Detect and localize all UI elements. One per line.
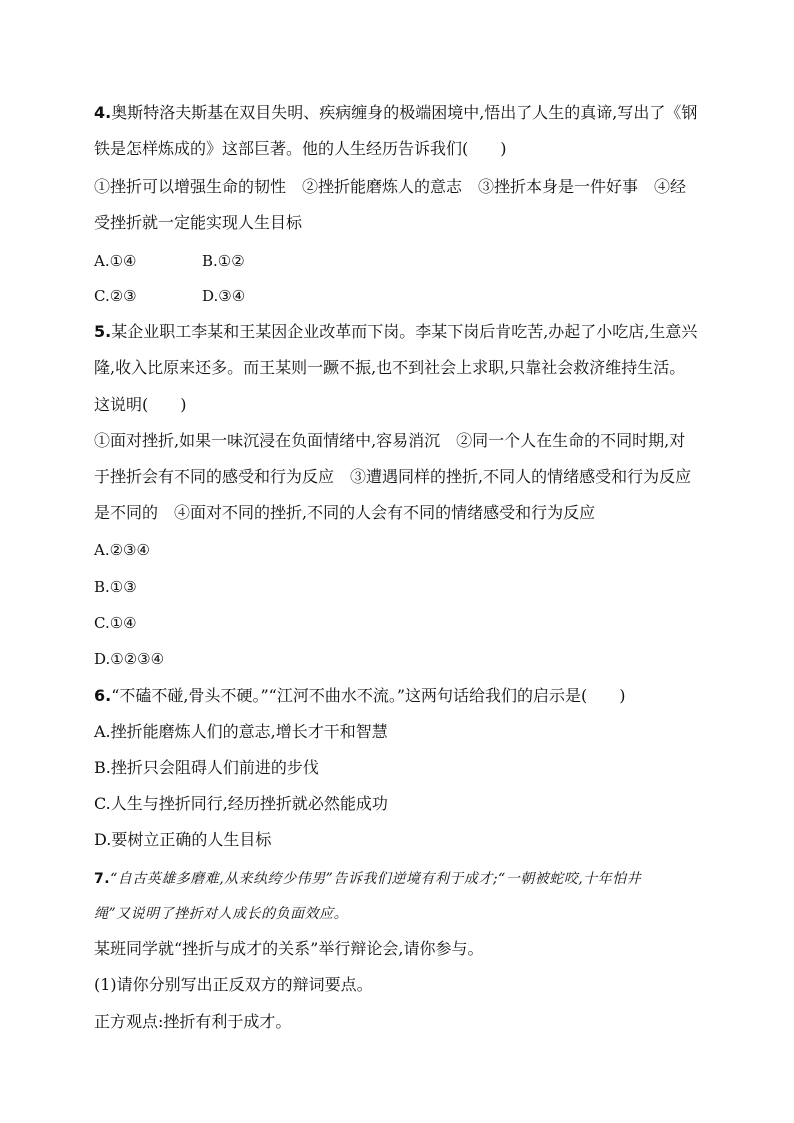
question-6-stem-text: “不磕不碰,骨头不硬。”“江河不曲水不流。”这两句话给我们的启示是( ) (111, 686, 626, 705)
question-6-option-d[interactable]: D.要树立正确的人生目标 (94, 830, 272, 849)
question-6-option-a[interactable]: A.挫折能磨炼人们的意志,增长才干和智慧 (94, 722, 388, 741)
question-7-number: 7. (94, 871, 111, 887)
question-5-statements-line-3: 是不同的 ④面对不同的挫折,不同的人会有不同的情绪感受和行为反应 (94, 503, 596, 522)
question-6-option-c[interactable]: C.人生与挫折同行,经历挫折就必然能成功 (94, 794, 388, 813)
question-4-statements-line-1: ①挫折可以增强生命的韧性 ②挫折能磨炼人的意志 ③挫折本身是一件好事 ④经 (94, 177, 687, 196)
question-6-option-b[interactable]: B.挫折只会阻碍人们前进的步伐 (94, 758, 319, 777)
question-7-quote-line-1 (94, 869, 641, 889)
question-5-stem-line-1 (94, 322, 697, 342)
question-4-option-a[interactable]: A.①④ (94, 252, 137, 270)
question-5-number: 5. (94, 322, 112, 341)
question-4-stem-line-2: 铁是怎样炼成的》这部巨著。他的人生经历告诉我们( ) (94, 139, 507, 158)
question-6-stem (94, 686, 626, 706)
question-5-option-b[interactable]: B.①③ (94, 578, 137, 596)
question-5-stem-line-3: 这说明( ) (94, 395, 187, 414)
question-5-stem-text-1: 某企业职工李某和王某因企业改革而下岗。李某下岗后肯吃苦,办起了小吃店,生意兴 (111, 322, 698, 341)
question-4-option-c[interactable]: C.②③ (94, 287, 137, 305)
question-5-stem-line-2: 隆,收入比原来还多。而王某则一蹶不振,也不到社会上求职,只靠社会救济维持生活。 (94, 358, 686, 377)
question-4-option-b[interactable]: B.①② (202, 252, 245, 270)
question-7-quote-text-1: “自古英雄多磨难,从来纨绔少伟男”告诉我们逆境有利于成才;“一朝被蛇咬,十年怕井 (110, 871, 642, 887)
question-4-stem-line-1 (94, 103, 697, 123)
question-7-intro: 某班同学就“挫折与成才的关系”举行辩论会,请你参与。 (94, 939, 484, 958)
question-5-option-a[interactable]: A.②③④ (94, 541, 150, 559)
question-5-statements-line-1: ①面对挫折,如果一味沉浸在负面情绪中,容易消沉 ②同一个人在生命的不同时期,对 (94, 431, 686, 450)
question-5-option-c[interactable]: C.①④ (94, 614, 137, 632)
question-4-option-d[interactable]: D.③④ (202, 287, 246, 305)
question-4-statements-line-2: 受挫折就一定能实现人生目标 (94, 213, 303, 232)
question-7-quote-line-2: 绳”又说明了挫折对人成长的负面效应。 (94, 906, 349, 922)
question-6-number: 6. (94, 686, 112, 705)
question-4-stem-text-1: 奥斯特洛夫斯基在双目失明、疾病缠身的极端困境中,悟出了人生的真谛,写出了《钢 (111, 103, 698, 122)
question-5-option-d[interactable]: D.①②③④ (94, 650, 165, 668)
question-7-affirmative-view: 正方观点:挫折有利于成才。 (94, 1012, 292, 1031)
question-5-statements-line-2: 于挫折会有不同的感受和行为反应 ③遭遇同样的挫折,不同人的情绪感受和行为反应 (94, 467, 692, 486)
question-4-number: 4. (94, 103, 112, 122)
question-7-subquestion-1: (1)请你分别写出正反双方的辩词要点。 (94, 975, 373, 994)
